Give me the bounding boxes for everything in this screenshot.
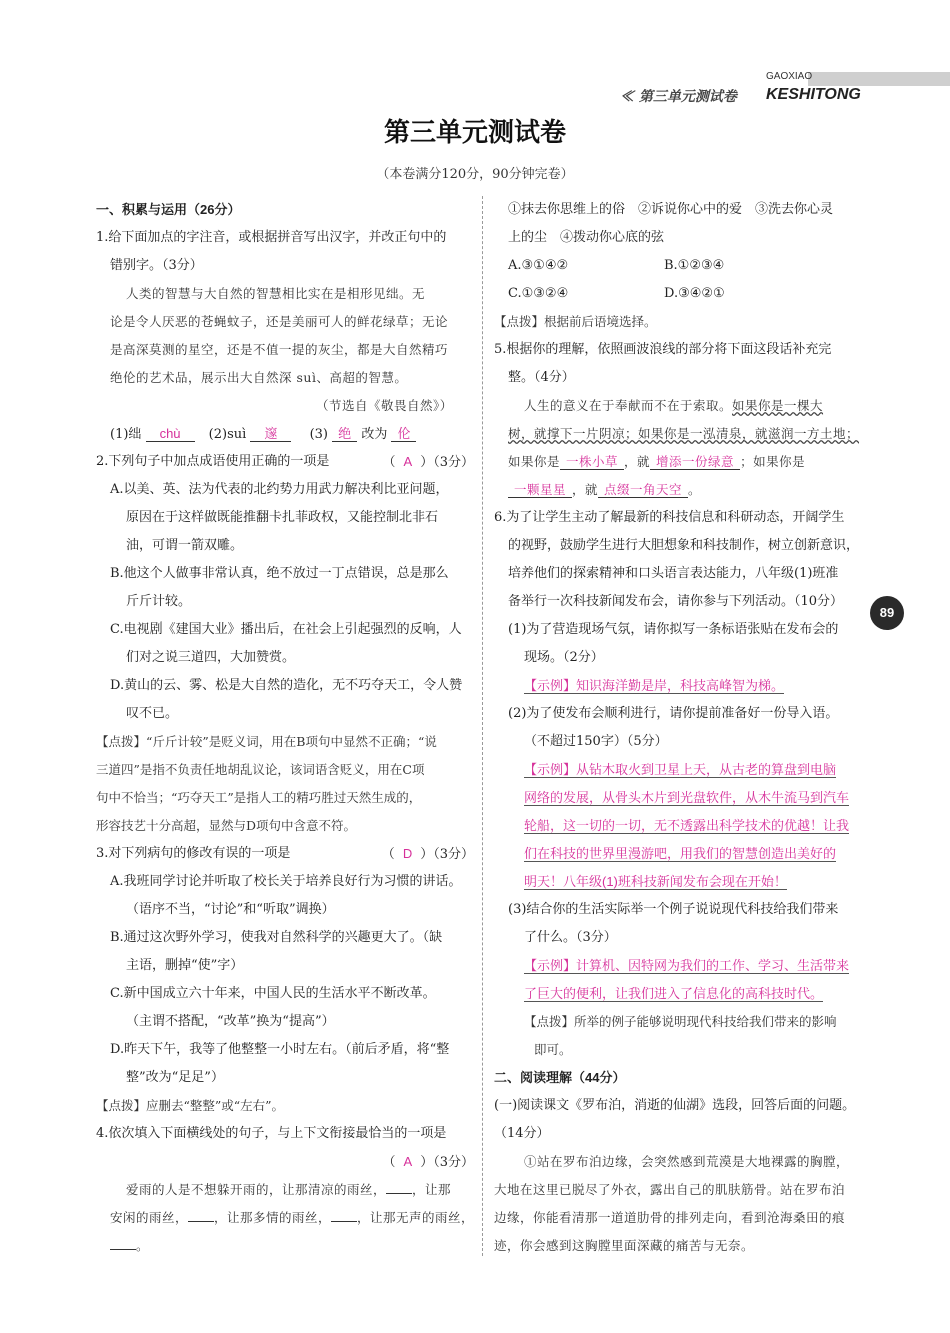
question-4-answer: （ A ）（3分） <box>382 1154 474 1170</box>
right-column <box>494 196 874 1260</box>
passage-line: 边缘，你能看清那一道道肋骨的排列走向，看到沧海桑田的痕 <box>494 1210 846 1225</box>
answer-line: 明天！八年级(1)班科技新闻发布会现在开始！ <box>524 874 787 889</box>
section-heading: 一、积累与运用（26分） <box>96 202 241 217</box>
left-column <box>96 196 474 1260</box>
passage-line: 如果你是 一株小草 ，就 增添一份绿意 ；如果你是 <box>508 454 806 469</box>
option-line: 们对之说三道四，大加赞赏。 <box>126 650 296 665</box>
passage-line: 迹，你会感到这胸膛里面深藏的痛苦与无奈。 <box>494 1238 755 1253</box>
subquestion: (1)为了营造现场气氛，请你拟写一条标语张贴在发布会的 <box>508 622 839 637</box>
question-2: 2.下列句子中加点成语使用正确的一项是 （ A ）（3分） <box>96 448 474 476</box>
answer-label: (1)绌 <box>110 427 142 442</box>
answer-value: 绝 <box>332 426 357 442</box>
answer-line: 了巨大的便利，让我们进入了信息化的高科技时代。 <box>524 986 824 1001</box>
passage-line: 一颗星星 ，就 点缀一角天空 。 <box>494 476 874 504</box>
passage-line: 树，就撑下一片阴凉；如果你是一泓清泉，就滋润一方土地； <box>508 426 860 441</box>
passage-line: 大地在这里已脱尽了外衣，露出自己的肌肤筋骨。站在罗布泊 <box>494 1182 846 1197</box>
question-5-cont: 整。（4分） <box>508 370 575 385</box>
answer-choice: A <box>403 454 413 469</box>
question-6-cont: 培养他们的探索精神和口头语言表达能力，八年级(1)班准 <box>508 566 839 581</box>
reading-instruction-cont: （14分） <box>494 1126 550 1141</box>
tip-line: 句中不恰当；“巧夺天工”是指人工的精巧胜过天然生成的， <box>96 790 422 805</box>
passage-line: 爱雨的人是不想躲开雨的，让那清凉的雨丝， ，让那 <box>126 1182 452 1197</box>
answer-line: 网络的发展，从骨头木片到光盘软件，从木牛流马到汽车 <box>524 790 850 805</box>
answer-value: 伦 <box>391 426 416 442</box>
brand-logo: KESHITONG <box>766 86 861 103</box>
option-line: C.电视剧《建国大业》播出后，在社会上引起强烈的反响，人 <box>110 622 462 637</box>
tip-line: 三道四”是指不负责任地胡乱议论，该词语含贬义，用在C项 <box>96 762 425 777</box>
tip-line: 即可。 <box>534 1042 572 1057</box>
option-line: D.昨天下午，我等了他整整一小时左右。（前后矛盾，将“整 <box>110 1042 450 1057</box>
tip-line: 形容技艺十分高超，显然与D项句中含意不符。 <box>96 818 357 833</box>
answer-line: 【示例】计算机、因特网为我们的工作、学习、生活带来 <box>524 958 850 973</box>
option-line: ①抹去你思维上的俗 ②诉说你心中的爱 ③洗去你心灵 <box>508 202 834 217</box>
option-line: B.他这个人做事非常认真，绝不放过一丁点错误，总是那么 <box>110 566 449 581</box>
question-6-cont: 的视野，鼓励学生进行大胆想象和科技制作，树立创新意识， <box>508 538 860 553</box>
passage-line: 人生的意义在于奉献而不在于索取。如果你是一棵大 <box>524 398 824 413</box>
subquestion: (3)结合你的生活实际举一个例子说说现代科技给我们带来 <box>508 902 839 917</box>
answer-value: chù <box>146 426 195 442</box>
question-6-cont: 备举行一次科技新闻发布会，请你参与下列活动。（10分） <box>508 594 844 609</box>
passage-line: ①站在罗布泊边缘，会突然感到荒漠是大地裸露的胸膛， <box>524 1154 850 1169</box>
question-stem: 2.下列句子中加点成语使用正确的一项是 <box>96 454 330 469</box>
answer-row <box>96 420 474 448</box>
passage-line: 。 <box>96 1232 474 1260</box>
question-3: 3.对下列病句的修改有误的一项是 （ D ）（3分） <box>96 840 474 868</box>
answer-line: 【示例】知识海洋勤是岸，科技高峰智为梯。 <box>524 678 785 693</box>
option-line: D.黄山的云、雾、松是大自然的造化，无不巧夺天工，令人赞 <box>110 678 463 693</box>
option-line: A.我班同学讨论并听取了校长关于培养良好行为习惯的讲话。 <box>110 874 462 889</box>
question-4: 4.依次填入下面横线处的句子，与上下文衔接最恰当的一项是 <box>96 1126 447 1141</box>
brand-small: GAOXIAO <box>766 71 813 82</box>
passage-line: 论是令人厌恶的苍蝇蚊子，还是美丽可人的鲜花绿草；无论 <box>110 314 449 329</box>
score: （3分） <box>433 1155 474 1170</box>
unit-title-header: ≪ 第三单元测试卷 <box>620 89 737 105</box>
subquestion-cont: （不超过150字）（5分） <box>524 734 668 749</box>
passage-line: 绝伦的艺术品，展示出大自然深 suì、高超的智慧。 <box>110 370 408 385</box>
option-line: 斤斤计较。 <box>126 594 192 609</box>
passage-line: 人类的智慧与大自然的智慧相比实在是相形见绌。无 <box>126 286 426 301</box>
answer-choice: A <box>403 1154 413 1169</box>
option-line: 上的尘 ④拨动你心底的弦 <box>508 230 665 245</box>
score: （3分） <box>433 455 474 470</box>
tip-line: 【点拨】应删去“整整”或“左右”。 <box>96 1098 285 1113</box>
page-title: 第三单元测试卷 <box>383 118 566 148</box>
answer-choice: D <box>402 846 413 861</box>
choice-row: C.①③②④ D.③④②① <box>508 286 725 301</box>
option-line: （语序不当，“讨论”和“听取”调换） <box>126 902 335 917</box>
option-line: 叹不已。 <box>126 706 179 721</box>
answer-line: 【示例】从钻木取火到卫星上天，从古老的算盘到电脑 <box>524 762 837 777</box>
reading-instruction: (一)阅读课文《罗布泊，消逝的仙湖》选段，回答后面的问题。 <box>494 1098 856 1113</box>
option-line: （主谓不搭配，“改革”换为“提高”） <box>126 1014 335 1029</box>
column-divider <box>482 196 483 1256</box>
subquestion-cont: 了什么。（3分） <box>524 930 617 945</box>
question-1-cont: 错别字。（3分） <box>110 258 203 273</box>
score: （3分） <box>433 847 474 862</box>
question-stem: 3.对下列病句的修改有误的一项是 <box>96 846 291 861</box>
question-1: 1.给下面加点的字注音，或根据拼音写出汉字，并改正句中的 <box>96 230 447 245</box>
choice-row: A.③①④② B.①②③④ <box>508 258 725 273</box>
passage-line: 安闲的雨丝， ，让那多情的雨丝， ，让那无声的雨丝， <box>110 1210 475 1225</box>
question-6: 6.为了让学生主动了解最新的科技信息和科研动态，开阔学生 <box>494 510 845 525</box>
answer-label: (3) <box>309 427 329 442</box>
option-line: 油，可谓一箭双雕。 <box>126 538 244 553</box>
answer-line: 们在科技的世界里漫游吧，用我们的智慧创造出美好的 <box>524 846 837 861</box>
option-line: C.新中国成立六十年来，中国人民的生活水平不断改革。 <box>110 986 436 1001</box>
answer-line: 轮船，这一切的一切，无不透露出科学技术的优越！让我 <box>524 818 850 833</box>
answer-value: 邃 <box>250 426 291 442</box>
option-line: B.通过这次野外学习，使我对自然科学的兴趣更大了。（缺 <box>110 930 443 945</box>
question-5: 5.根据你的理解，依照画波浪线的部分将下面这段话补充完 <box>494 342 832 357</box>
option-line: 原因在于这样做既能推翻卡扎菲政权，又能控制北非石 <box>126 510 439 525</box>
answer-label: 改为 <box>361 427 388 442</box>
option-line: 整”改为“足足”） <box>126 1070 224 1085</box>
tip-line: 【点拨】所举的例子能够说明现代科技给我们带来的影响 <box>524 1014 837 1029</box>
section-heading: 二、阅读理解（44分） <box>494 1070 626 1085</box>
tip-line: 【点拨】根据前后语境选择。 <box>494 314 657 329</box>
passage-line: 是高深莫测的星空，还是不值一提的灰尘，都是大自然精巧 <box>110 342 449 357</box>
subquestion-cont: 现场。（2分） <box>524 650 604 665</box>
page-number: 89 <box>870 596 904 630</box>
option-line: 主语，删掉“使”字） <box>126 958 244 973</box>
answer-label: (2)suì <box>208 427 247 442</box>
header-bar <box>808 72 950 86</box>
tip-line: 【点拨】“斤斤计较”是贬义词，用在B项句中显然不正确；“说 <box>96 734 437 749</box>
option-line: A.以美、英、法为代表的北约势力用武力解决利比亚问题， <box>110 482 449 497</box>
subquestion: (2)为了使发布会顺利进行，请你提前准备好一份导入语。 <box>508 706 839 721</box>
passage-source: （节选自《敬畏自然》） <box>316 398 453 413</box>
page-subtitle: （本卷满分120分，90分钟完卷） <box>376 167 574 182</box>
